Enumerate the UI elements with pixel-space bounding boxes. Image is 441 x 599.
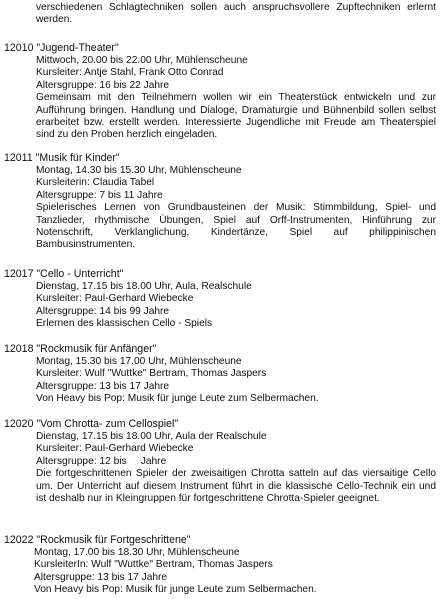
course-title: 12020 "Vom Chrotta- zum Cellospiel" [4,418,179,430]
course-title: 12017 "Cello - Unterricht" [4,268,124,280]
course-body [36,55,436,142]
course-description: Von Heavy bis Pop: Musik für junge Leute zum Selbermachen. [36,393,319,405]
course-title: 12011 "Musik für Kinder" [4,152,120,164]
course-age-group: Altersgruppe: 7 bis 11 Jahre [36,189,163,201]
course-instructor: Kursleiter: Paul-Gerhard Wiebecke [36,293,194,305]
course-age-group: Altersgruppe: 14 bis 99 Jahre [36,305,170,317]
course-age-group: Altersgruppe: 16 bis 22 Jahre [36,79,170,91]
course-schedule: Montag, 17.00 bis 18.30 Uhr, Mühlenscheune [34,547,240,558]
course-description: Spielerisches Lernen von Grundbausteinen der Musik: Stimmbildung, Spiel- und Tanzlieder, rhythmische Übungen, Spiel auf Orff-Instrumenten, Hinführung zur Notenschrift, Verklanglichung, Kindertänze, Spiel auf philippinischen Bambusinstrumenten. [36,202,436,251]
course-instructor: Kursleiter: Antje Stahl, Frank Otto Conrad [36,67,224,79]
course-schedule: Dienstag, 17.15 bis 18.00 Uhr, Aula der Realschule [36,431,267,442]
course-instructor: KursleiterIn: Wulf "Wuttke" Bertram, Thomas Jaspers [34,559,273,571]
course-schedule: Mittwoch, 20.00 bis 22.00 Uhr, Mühlenscheune [36,55,248,66]
course-schedule: Montag, 14.30 bis 15.30 Uhr, Mühlenscheune [36,165,242,176]
course-instructor: Kursleiter: Paul-Gerhard Wiebecke [36,443,194,455]
course-age-group: Altersgruppe: 13 bis 17 Jahre [34,571,168,583]
course-body [36,165,436,252]
course-body [36,356,436,406]
course-description: Die fortgeschrittenen Spieler der zweisaitigen Chrotta satteln auf das viersaitige Cello um. Der Unterricht auf diesem Instrument führt in die klassische Cello-Technik ein und ist deshalb nur in Kleingruppen für fortgeschrittene Chrotta-Spieler geeignet. [36,468,436,505]
course-body [36,431,436,505]
course-instructor: Kursleiterin: Claudia Tabel [36,177,155,189]
course-schedule: Montag, 15.30 bis 17.00 Uhr, Mühlenscheune [36,356,242,367]
course-description: Erlernen des klassischen Cello - Spiels [36,318,213,330]
course-instructor: Kursleiter: Wulf "Wuttke" Bertram, Thomas Jaspers [36,368,267,380]
course-schedule: Dienstag, 17.15 bis 18.00 Uhr, Aula, Realschule [36,281,252,292]
course-description: Gemeinsam mit den Teilnehmern wollen wir ein Theaterstück entwickeln und zur Aufführung bringen. Handlung und Dialoge, Dramaturgie und Bühnenbild sollen selbst erarbeitet bzw. erstellt werden. Interessierte Jugendliche mit Freude am Theaterspiel sind zu den Proben herzlich eingeladen. [36,92,436,141]
course-title: 12022 "Rockmusik für Fortgeschrittene" [4,534,191,546]
course-description: Von Heavy bis Pop: Musik für junge Leute zum Selbermachen. [34,584,317,596]
course-age-group: Altersgruppe: 13 bis 17 Jahre [36,380,170,392]
course-age-group: Altersgruppe: 12 bis Jahre [36,455,167,467]
course-body [36,281,436,331]
course-title: 12018 "Rockmusik für Anfänger" [4,343,157,355]
course-title: 12010 "Jugend-Theater" [4,42,119,54]
course-body [34,547,434,597]
intro-paragraph: verschiedenen Schlagtechniken sollen auch anspruchsvollere Zupftechniken erlernt werden. [36,2,436,26]
